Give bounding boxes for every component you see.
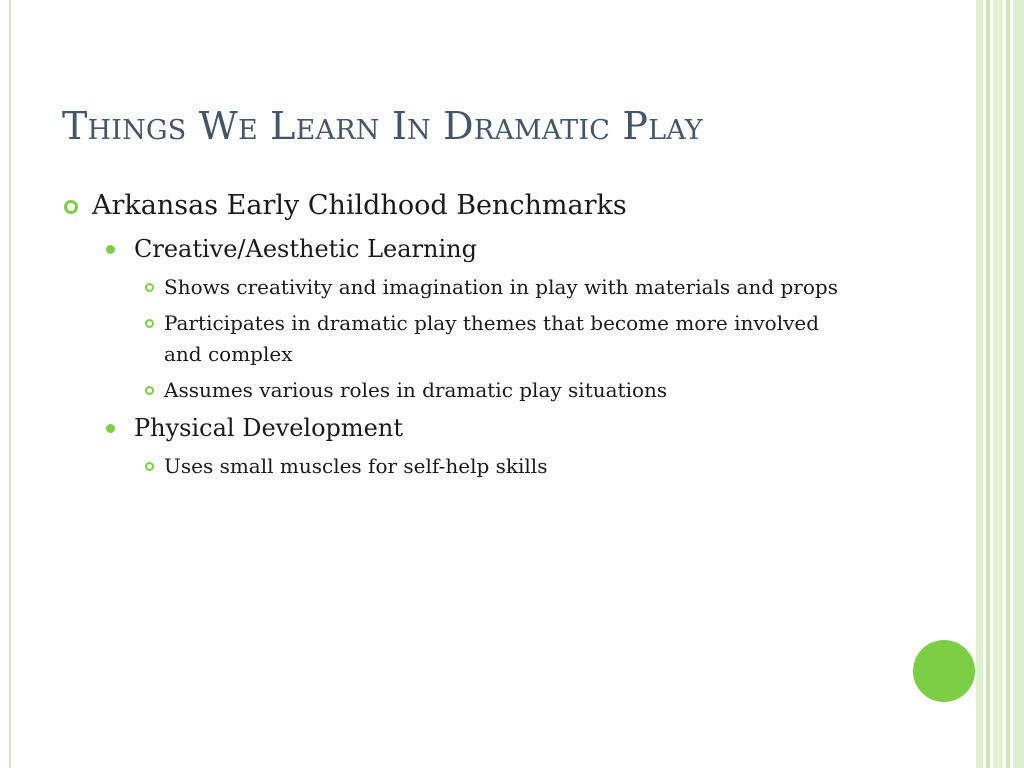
ring-bullet-icon [145,319,154,328]
bullet-item-level2 [62,232,862,266]
dot-bullet-icon [106,424,115,433]
bullet-text: Arkansas Early Childhood Benchmarks [92,190,627,221]
green-circle-decoration [913,640,975,702]
right-stripe-decoration [1006,0,1010,768]
bullet-text: Shows creativity and imagination in play with materials and props [164,275,838,299]
bullet-text: Creative/Aesthetic Learning [134,235,477,263]
ring-bullet-icon [145,386,154,395]
bullet-item-level3 [62,272,854,303]
ring-bullet-icon [145,462,154,471]
slide-title: Things We Learn In Dramatic Play [62,104,703,148]
bullet-item-level3 [62,308,854,370]
bullet-item-level3 [62,451,854,482]
right-stripe-decoration [1013,0,1024,768]
ring-bullet-icon [64,200,78,214]
bullet-text: Physical Development [134,414,403,442]
bullet-item-level1 [62,186,862,226]
right-stripe-decoration [986,0,990,768]
bullet-text: Participates in dramatic play themes that become more involved and complex [164,311,820,366]
bullet-text: Uses small muscles for self-help skills [164,454,548,478]
left-rule-decoration [9,0,11,768]
bullet-text: Assumes various roles in dramatic play situations [164,378,668,402]
bullet-item-level2 [62,411,862,445]
right-stripe-decoration [993,0,1003,768]
bullet-list [62,186,862,487]
right-stripe-decoration [976,0,983,768]
bullet-item-level3 [62,375,854,406]
ring-bullet-icon [145,283,154,292]
dot-bullet-icon [106,245,115,254]
